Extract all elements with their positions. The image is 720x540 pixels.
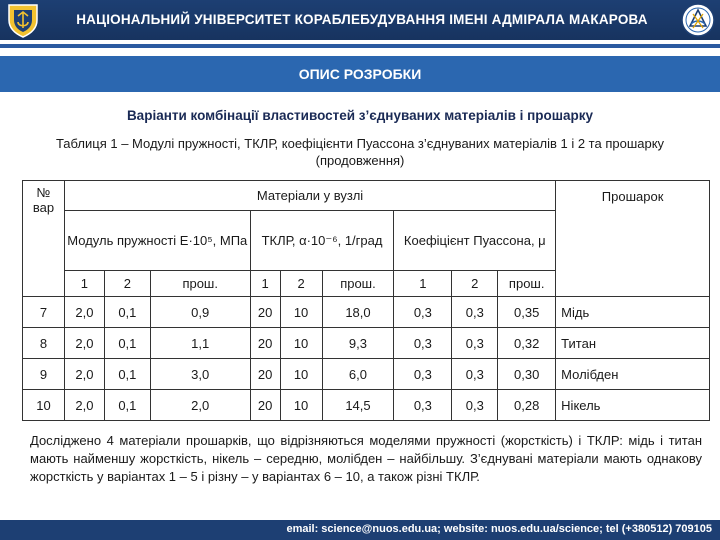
header-elastic-modulus: Модуль пружності E·10⁵, МПа: [64, 211, 250, 271]
table-cell: 0,1: [104, 328, 150, 359]
table-cell: 2,0: [150, 390, 250, 421]
subheader-cell: 2: [104, 271, 150, 297]
header-poisson-ratio: Коефіцієнт Пуассона, μ: [394, 211, 556, 271]
table-cell: 0,3: [394, 359, 452, 390]
variant-no: 9: [23, 359, 65, 390]
header-divider: [0, 44, 720, 48]
header-materials: Матеріали у вузлі: [64, 181, 555, 211]
table-cell: 0,28: [498, 390, 556, 421]
table-cell: 9,3: [322, 328, 394, 359]
table-cell: 0,1: [104, 390, 150, 421]
table-cell: 18,0: [322, 297, 394, 328]
table-cell: 10: [280, 328, 322, 359]
table-cell: 2,0: [64, 390, 104, 421]
table-cell: 10: [280, 390, 322, 421]
interlayer-material: Молібден: [556, 359, 710, 390]
footer-contacts: email: science@nuos.edu.ua; website: nuos.edu.ua/science; tel (+380512) 709105: [286, 523, 712, 535]
table-caption: Таблиця 1 – Модулі пружності, ТКЛР, коефіцієнти Пуассона з’єднуваних матеріалів 1 і 2 та прошарку (продовження): [55, 136, 665, 168]
table-cell: 0,30: [498, 359, 556, 390]
subheader-cell: 1: [250, 271, 280, 297]
variant-no: 10: [23, 390, 65, 421]
university-crest-icon: [6, 2, 40, 38]
table-row: [23, 390, 710, 421]
table-cell: 0,35: [498, 297, 556, 328]
table-cell: 14,5: [322, 390, 394, 421]
header-variant-no: № вар: [23, 181, 65, 297]
table-cell: 0,1: [104, 359, 150, 390]
table-cell: 20: [250, 328, 280, 359]
table-cell: 0,1: [104, 297, 150, 328]
table-cell: 2,0: [64, 297, 104, 328]
table-cell: 0,3: [394, 328, 452, 359]
interlayer-material: Нікель: [556, 390, 710, 421]
variant-no: 7: [23, 297, 65, 328]
subheader-cell: 2: [452, 271, 498, 297]
description-paragraph: Досліджено 4 матеріали прошарків, що відрізняються моделями пружності (жорсткість) і ТКЛР: мідь і титан мають найменшу жорсткість, нікель – середню, молібден – найбільшу. З’єднувані матеріали мають однакову жорсткість у варіантах 1 – 5 і різну – у варіантах 6 – 10, а також різні ТКЛР.: [30, 433, 702, 484]
header-interlayer: Прошарок: [556, 181, 710, 297]
table-cell: 0,9: [150, 297, 250, 328]
subheader-cell: 2: [280, 271, 322, 297]
table-cell: 6,0: [322, 359, 394, 390]
table-cell: 3,0: [150, 359, 250, 390]
variant-no: 8: [23, 328, 65, 359]
university-name: НАЦІОНАЛЬНИЙ УНІВЕРСИТЕТ КОРАБЛЕБУДУВАННЯ ІМЕНІ АДМІРАЛА МАКАРОВА: [76, 12, 648, 27]
subheader-cell: прош.: [150, 271, 250, 297]
table-row: [23, 297, 710, 328]
table-cell: 0,32: [498, 328, 556, 359]
page-subtitle: Варіанти комбінації властивостей з’єднуваних матеріалів і прошарку: [126, 108, 594, 123]
table-cell: 1,1: [150, 328, 250, 359]
properties-table: [22, 180, 710, 421]
subheader-cell: прош.: [498, 271, 556, 297]
interlayer-material: Титан: [556, 328, 710, 359]
table-row: [23, 359, 710, 390]
table-cell: 0,3: [452, 390, 498, 421]
university-emblem-icon: [680, 2, 716, 38]
subheader-cell: 1: [64, 271, 104, 297]
table-cell: 0,3: [394, 390, 452, 421]
table-cell: 2,0: [64, 359, 104, 390]
table-row: [23, 328, 710, 359]
table-cell: 20: [250, 297, 280, 328]
table-cell: 2,0: [64, 328, 104, 359]
table-cell: 20: [250, 359, 280, 390]
section-title: ОПИС РОЗРОБКИ: [298, 66, 422, 82]
subheader-cell: 1: [394, 271, 452, 297]
interlayer-material: Мідь: [556, 297, 710, 328]
header-thermal-expansion: ТКЛР, α·10⁻⁶, 1/град: [250, 211, 394, 271]
table-cell: 0,3: [452, 297, 498, 328]
table-cell: 0,3: [452, 359, 498, 390]
table-cell: 0,3: [394, 297, 452, 328]
table-cell: 10: [280, 359, 322, 390]
table-cell: 20: [250, 390, 280, 421]
subheader-cell: прош.: [322, 271, 394, 297]
table-cell: 0,3: [452, 328, 498, 359]
table-cell: 10: [280, 297, 322, 328]
